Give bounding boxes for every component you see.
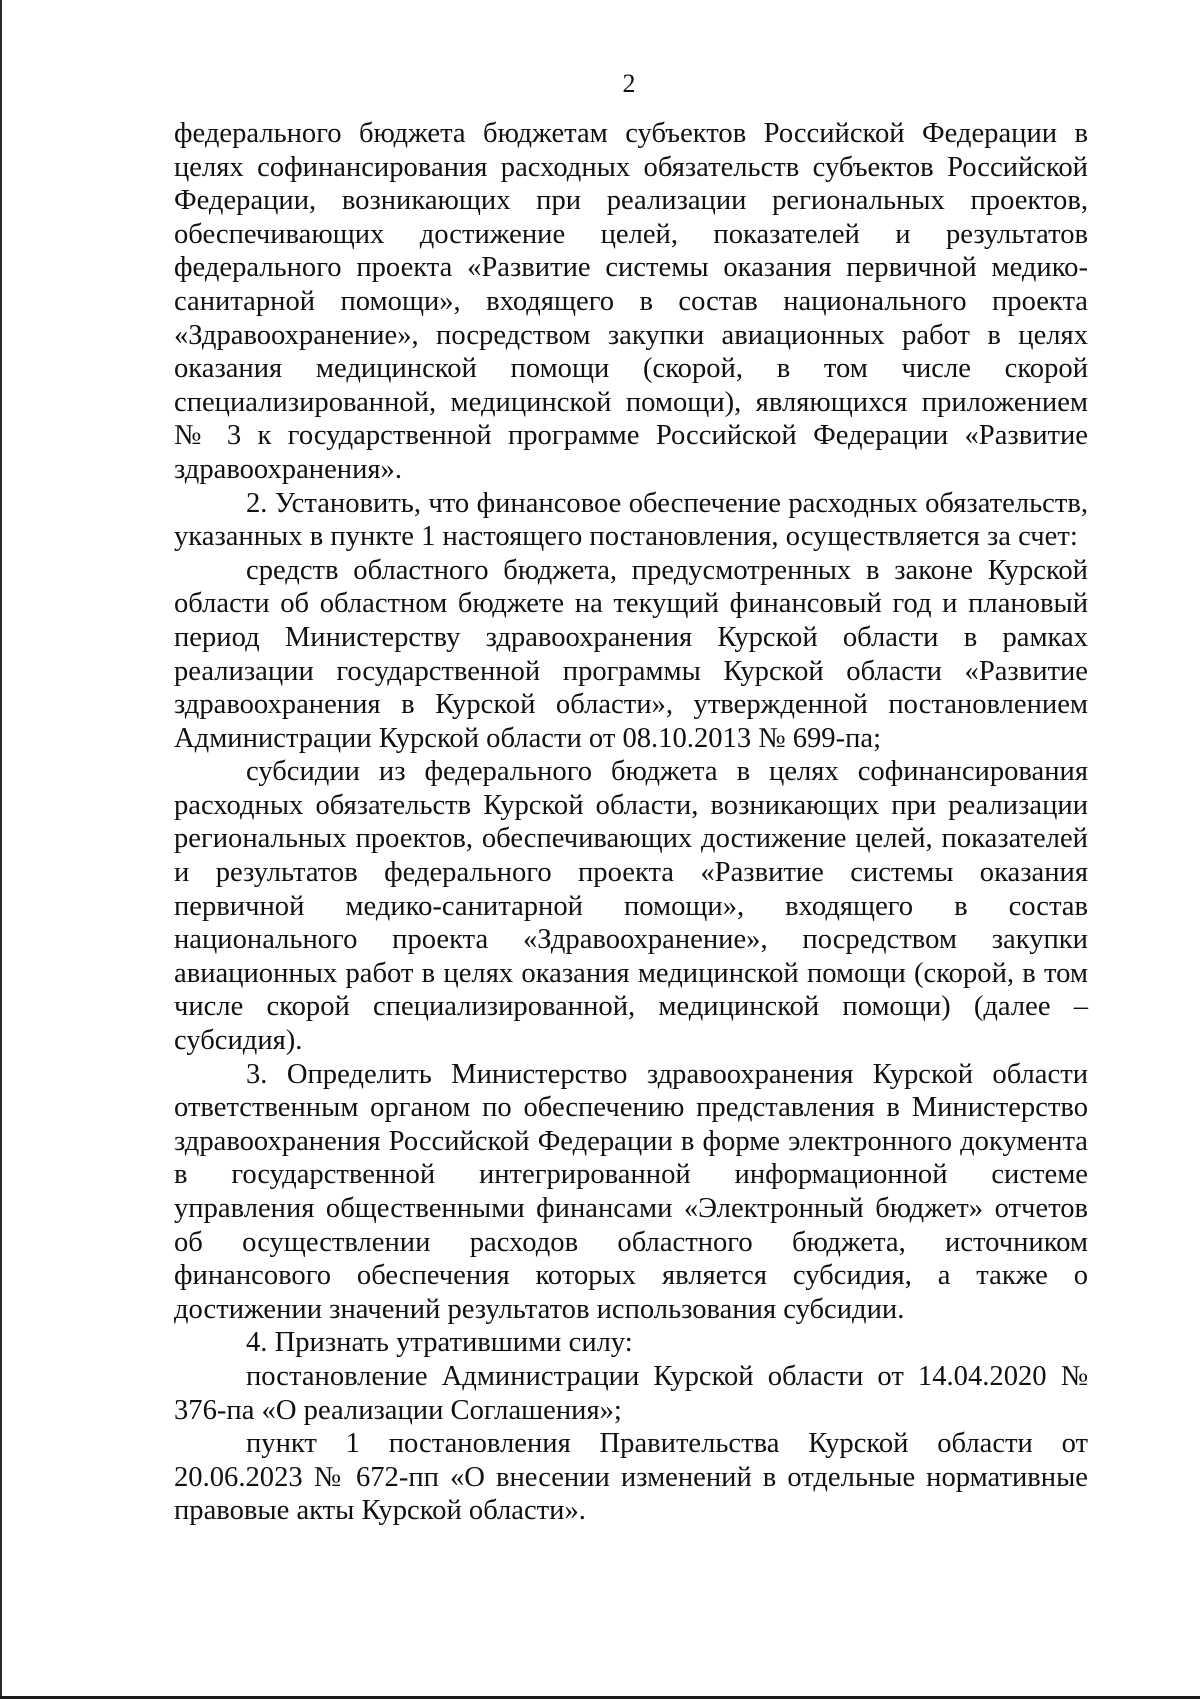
paragraph-item-2: 2. Установить, что финансовое обеспечение расходных обязательств, указанных в пункте 1 настоящего постановления, осуществляется за счет: xyxy=(174,487,1088,553)
paragraph-repealed-act-2: пункт 1 постановления Правительства Курской области от 20.06.2023 № 672-пп «О внесении изменений в отдельные нормативные правовые акты Курской области». xyxy=(174,1428,1088,1527)
paragraph-item-3: 3. Определить Министерство здравоохранения Курской области ответственным органом по обеспечению представления в Министерство здравоохранения Российской Федерации в форме электронного документа в государственной интегрированной информационной системе управления общественными финансами «Электронный бюджет» отчетов об осуществлении расходов областного бюджета, источником финансового обеспечения которых является субсидия, а также о достижении значений результатов использования субсидии. xyxy=(174,1058,1088,1325)
scan-left-edge xyxy=(0,0,2,1699)
paragraph-regional-funds: средств областного бюджета, предусмотренных в законе Курской области об областном бюджете на текущий финансовый год и плановый период Министерству здравоохранения Курской области в рамках реализации государственной программы Курской области «Развитие здравоохранения в Курской области», утвержденной постановлением Администрации Курской области от 08.10.2013 № 699-па; xyxy=(174,554,1088,754)
paragraph-continuation: федерального бюджета бюджетам субъектов Российской Федерации в целях софинансирования расходных обязательств субъектов Российской Федерации, возникающих при реализации региональных проектов, обеспечивающих достижение целей, показателей и результатов федерального проекта «Развитие системы оказания первичной медико-санитарной помощи», входящего в состав национального проекта «Здравоохранение», посредством закупки авиационных работ в целях оказания медицинской помощи (скорой, в том числе скорой специализированной, медицинской помощи), являющихся приложением № 3 к государственной программе Российской Федерации «Развитие здравоохранения». xyxy=(174,118,1088,485)
paragraph-item-4: 4. Признать утратившими силу: xyxy=(246,1327,633,1359)
page-number: 2 xyxy=(622,69,636,98)
document-body xyxy=(174,117,1088,1528)
paragraph-repealed-act-1: постановление Администрации Курской области от 14.04.2020 № 376-па «О реализации Соглашения»; xyxy=(174,1360,1088,1426)
paragraph-federal-subsidy: субсидии из федерального бюджета в целях софинансирования расходных обязательств Курской области, возникающих при реализации региональных проектов, обеспечивающих достижение целей, показателей и результатов федерального проекта «Развитие системы оказания первичной медико-санитарной помощи», входящего в состав национального проекта «Здравоохранение», посредством закупки авиационных работ в целях оказания медицинской помощи (скорой, в том числе скорой специализированной, медицинской помощи) (далее – субсидия). xyxy=(174,756,1088,1057)
